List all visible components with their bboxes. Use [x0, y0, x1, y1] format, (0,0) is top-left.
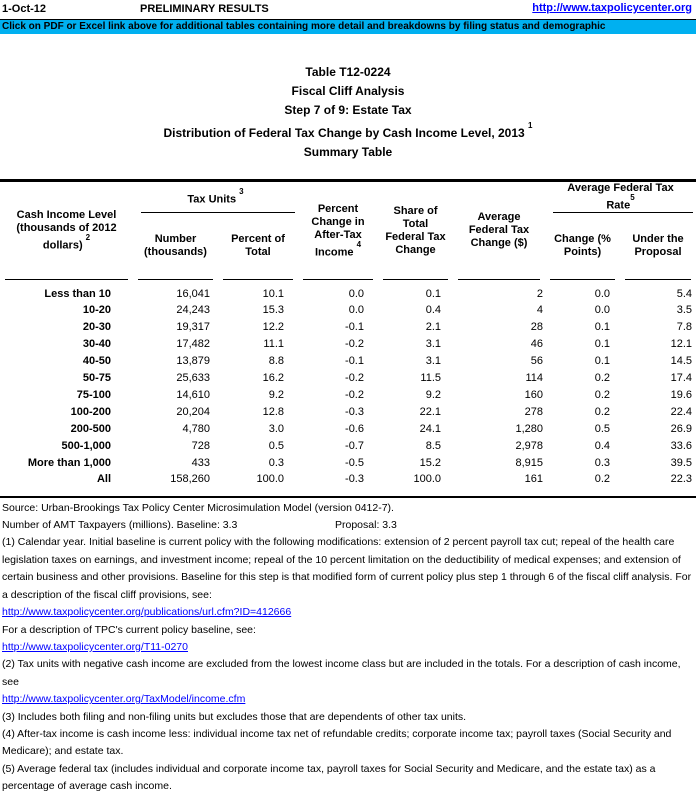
- note-4: (4) After-tax income is cash income less: individual income tax net of refundable credits; corporate income tax; payroll taxes (Social Security and Medicare); and estate tax.: [2, 727, 672, 758]
- percent-of-total-cell: 15.3: [262, 303, 284, 316]
- number-cell: 20,204: [176, 405, 210, 418]
- rate-under-cell: 14.5: [670, 354, 692, 367]
- avg-change-cell: 4: [536, 303, 543, 316]
- rate-change-cell: 0.2: [594, 472, 610, 485]
- note-3: (3) Includes both filing and non-filing units but excludes those that are dependents of other tax units.: [2, 710, 467, 723]
- t11-0270-link[interactable]: http://www.taxpolicycenter.org/T11-0270: [2, 640, 188, 653]
- summary-table-title: Summary Table: [303, 145, 393, 159]
- superscript: 3: [239, 186, 244, 196]
- amt-baseline-label: Number of AMT Taxpayers (millions). Baseline: 3.3: [2, 519, 238, 532]
- column-group-tax-units: Tax Units $^3$: [133, 182, 298, 213]
- number-cell: 19,317: [176, 320, 210, 333]
- percent-of-total-cell: 100.0: [256, 472, 284, 485]
- taxpolicycenter-link[interactable]: http://www.taxpolicycenter.org: [532, 2, 692, 14]
- table-row: [0, 280, 696, 302]
- share-cell: 11.5: [420, 371, 441, 384]
- row-label-cell: 200-500: [70, 422, 111, 435]
- top-bar: [0, 0, 696, 19]
- table-row: [0, 370, 696, 387]
- avg-change-cell: 28: [530, 320, 543, 333]
- percent-of-total-cell: 12.2: [262, 320, 284, 333]
- table-row: [0, 404, 696, 421]
- row-label-cell: 75-100: [76, 388, 111, 401]
- table-row: [0, 319, 696, 336]
- column-header-percent-change-after-tax-income: Percent Change in After-Tax Income $^4$: [298, 182, 378, 280]
- column-header-rate-change-points: Change (% Points): [545, 213, 620, 280]
- current-policy-baseline-note: For a description of TPC's current policy baseline, see:: [2, 623, 256, 636]
- column-header-percent-of-total: Percent of Total: [218, 213, 298, 280]
- number-cell: 728: [191, 439, 210, 452]
- share-cell: 22.1: [419, 405, 441, 418]
- column-header-number-thousands: Number (thousands): [133, 213, 218, 280]
- income-definition-link[interactable]: http://www.taxpolicycenter.org/TaxModel/income.cfm: [2, 693, 246, 706]
- table-row: [0, 455, 696, 472]
- rate-under-cell: 3.5: [676, 303, 692, 316]
- title-block: [0, 63, 696, 162]
- pct-change-cell: -0.5: [345, 456, 364, 469]
- rate-under-cell: 7.8: [676, 320, 692, 333]
- note-5: (5) Average federal tax (includes individual and corporate income tax, payroll taxes for Social Security and Medicare, and the estate tax) as a percentage of average cash income.: [2, 762, 656, 793]
- row-label-cell: 30-40: [82, 337, 111, 350]
- row-label-cell: 20-30: [82, 320, 111, 333]
- number-cell: 14,610: [176, 388, 210, 401]
- footnotes: [0, 498, 696, 796]
- avg-change-cell: 1,280: [515, 422, 543, 435]
- table-row: [0, 421, 696, 438]
- amt-proposal-label: Proposal: 3.3: [335, 519, 397, 532]
- rate-change-cell: 0.3: [594, 456, 610, 469]
- table-row: [0, 353, 696, 370]
- avg-change-cell: 8,915: [515, 456, 543, 469]
- percent-of-total-cell: 8.8: [268, 354, 284, 367]
- share-cell: 0.4: [425, 303, 441, 316]
- pct-change-cell: -0.2: [345, 337, 364, 350]
- percent-of-total-cell: 9.2: [268, 388, 284, 401]
- share-cell: 3.1: [425, 354, 441, 367]
- rate-under-cell: 22.4: [670, 405, 692, 418]
- pct-change-cell: -0.1: [345, 354, 364, 367]
- number-cell: 433: [191, 456, 210, 469]
- row-label-cell: More than 1,000: [27, 456, 111, 469]
- rate-change-cell: 0.1: [594, 337, 610, 350]
- date-label: 1-Oct-12: [2, 3, 47, 15]
- avg-change-cell: 114: [525, 371, 543, 384]
- number-cell: 25,633: [176, 371, 210, 384]
- source-note: Source: Urban-Brookings Tax Policy Center Microsimulation Model (version 0412-7).: [2, 501, 394, 514]
- row-label-cell: All: [96, 472, 111, 485]
- row-label-cell: 10-20: [82, 303, 111, 316]
- rate-change-cell: 0.4: [594, 439, 610, 452]
- rate-under-cell: 5.4: [676, 287, 692, 300]
- rate-change-cell: 0.5: [594, 422, 610, 435]
- rate-under-cell: 12.1: [670, 337, 692, 350]
- percent-of-total-cell: 0.5: [268, 439, 284, 452]
- publications-link[interactable]: http://www.taxpolicycenter.org/publications/url.cfm?ID=412666: [2, 606, 292, 619]
- superscript: 5: [630, 193, 635, 202]
- avg-change-cell: 161: [524, 472, 543, 485]
- percent-of-total-cell: 16.2: [262, 371, 284, 384]
- share-cell: 2.1: [425, 320, 441, 333]
- number-cell: 4,780: [182, 422, 210, 435]
- pct-change-cell: -0.3: [345, 472, 364, 485]
- analysis-title: Fiscal Cliff Analysis: [291, 84, 405, 98]
- row-label-cell: Less than 10: [44, 287, 111, 300]
- distribution-table: [0, 182, 696, 496]
- rate-change-cell: 0.0: [594, 303, 610, 316]
- table-number-title: Table T12-0224: [305, 65, 391, 79]
- percent-of-total-cell: 12.8: [262, 405, 284, 418]
- pct-change-cell: -0.2: [345, 371, 364, 384]
- note-2: (2) Tax units with negative cash income are excluded from the lowest income class but are included in the totals. For a description of cash income, see: [2, 658, 681, 688]
- rate-change-cell: 0.1: [594, 354, 610, 367]
- row-label-cell: 500-1,000: [61, 439, 111, 452]
- table-row: [0, 387, 696, 404]
- number-cell: 17,482: [176, 337, 210, 350]
- percent-of-total-cell: 3.0: [268, 422, 284, 435]
- amt-taxpayers-note: [2, 517, 694, 534]
- rate-under-cell: 19.6: [670, 388, 692, 401]
- rate-under-cell: 22.3: [670, 472, 692, 485]
- avg-change-cell: 2,978: [515, 439, 543, 452]
- percent-of-total-cell: 11.1: [263, 337, 284, 350]
- column-group-average-federal-tax-rate: Average Federal Tax Rate$^5$: [545, 182, 696, 213]
- percent-of-total-cell: 10.1: [262, 287, 284, 300]
- column-header-share-of-total-federal-tax-change: Share of Total Federal Tax Change: [378, 182, 453, 280]
- table-body: [0, 280, 696, 496]
- rate-change-cell: 0.2: [594, 371, 610, 384]
- share-cell: 9.2: [425, 388, 441, 401]
- rate-change-cell: 0.2: [594, 405, 610, 418]
- avg-change-cell: 278: [524, 405, 543, 418]
- percent-of-total-cell: 0.3: [268, 456, 284, 469]
- superscript: 2: [85, 233, 91, 242]
- avg-change-cell: 56: [530, 354, 543, 367]
- table-header: [0, 182, 696, 280]
- pct-change-cell: -0.2: [345, 388, 364, 401]
- share-cell: 3.1: [425, 337, 441, 350]
- table-row: [0, 302, 696, 319]
- table-row-all: [0, 472, 696, 496]
- table-row: [0, 438, 696, 455]
- rate-under-cell: 26.9: [670, 422, 692, 435]
- preliminary-results-label: PRELIMINARY RESULTS: [140, 3, 269, 15]
- table-row: [0, 336, 696, 353]
- pct-change-cell: -0.7: [345, 439, 364, 452]
- column-header-cash-income-level: Cash Income Level (thousands of 2012 dollars) $^2$: [0, 182, 133, 280]
- avg-change-cell: 160: [524, 388, 543, 401]
- rate-change-cell: 0.0: [594, 287, 610, 300]
- pct-change-cell: 0.0: [348, 303, 364, 316]
- rate-under-cell: 33.6: [670, 439, 692, 452]
- step-title: Step 7 of 9: Estate Tax: [284, 103, 412, 117]
- share-cell: 100.0: [413, 472, 441, 485]
- pct-change-cell: -0.1: [345, 320, 364, 333]
- row-label-cell: 50-75: [82, 371, 111, 384]
- row-label-cell: 100-200: [70, 405, 111, 418]
- avg-change-cell: 2: [536, 287, 543, 300]
- avg-change-cell: 46: [530, 337, 543, 350]
- info-banner: Click on PDF or Excel link above for additional tables containing more detail and breakdowns by filing status and demographic: [0, 19, 696, 34]
- rate-change-cell: 0.2: [594, 388, 610, 401]
- share-cell: 24.1: [419, 422, 441, 435]
- rate-under-cell: 39.5: [670, 456, 692, 469]
- share-cell: 8.5: [425, 439, 441, 452]
- row-label-cell: 40-50: [82, 354, 111, 367]
- pct-change-cell: -0.6: [345, 422, 364, 435]
- superscript: 1: [528, 121, 533, 130]
- number-cell: 24,243: [176, 303, 210, 316]
- pct-change-cell: -0.3: [345, 405, 364, 418]
- share-cell: 15.2: [419, 456, 441, 469]
- number-cell: 16,041: [176, 287, 210, 300]
- pct-change-cell: 0.0: [348, 287, 364, 300]
- rate-under-cell: 17.4: [670, 371, 692, 384]
- number-cell: 13,879: [176, 354, 210, 367]
- number-cell: 158,260: [170, 472, 210, 485]
- rate-change-cell: 0.1: [594, 320, 610, 333]
- superscript: 4: [356, 239, 362, 249]
- column-header-under-the-proposal: Under the Proposal: [620, 213, 696, 280]
- distribution-title: Distribution of Federal Tax Change by Cash Income Level, 2013 $^1$: [163, 121, 533, 140]
- note-1: (1) Calendar year. Initial baseline is current policy with the following modifications: extension of 2 percent payroll tax cut; repeal of the health care legislation taxes on earnings, and investment income; repeal of the 10 percent limitation on the deductibility of medical expenses; and extension of certain business and other provisions. Baseline for this step is that modified form of current policy plus step 1 through 6 of the fiscal cliff analysis. For a description of the fiscal cliff provisions, see:: [2, 536, 692, 601]
- share-cell: 0.1: [425, 287, 441, 300]
- column-header-average-federal-tax-change: Average Federal Tax Change ($): [453, 182, 545, 280]
